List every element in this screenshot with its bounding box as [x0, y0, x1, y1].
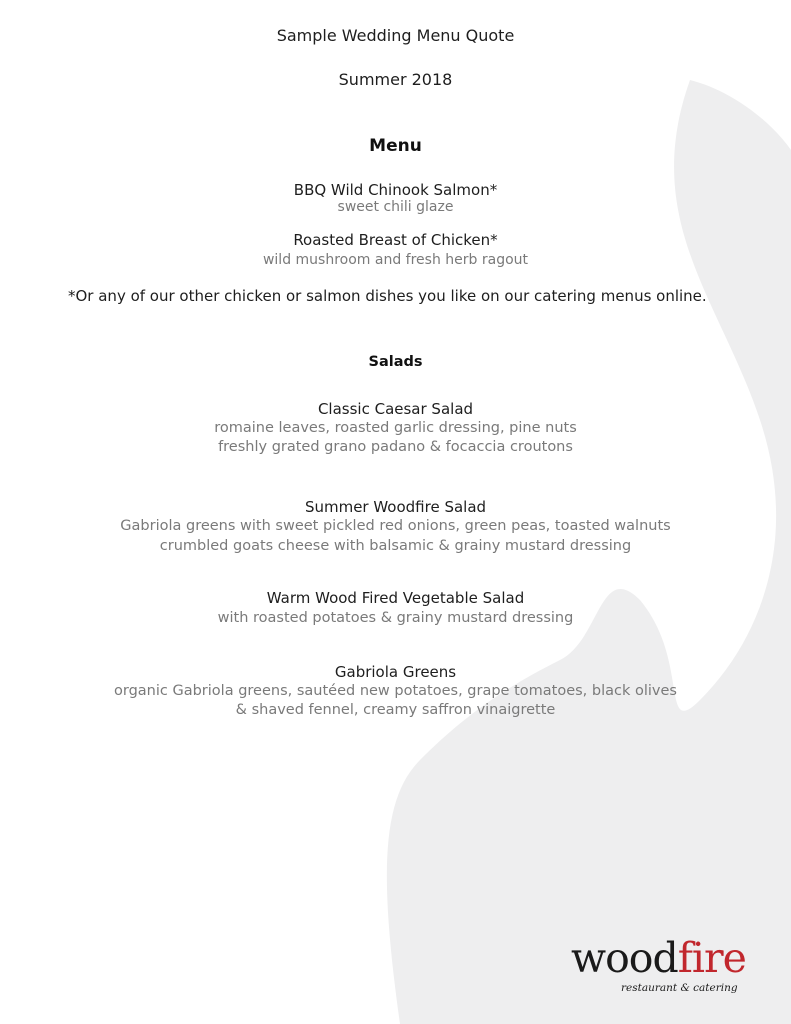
salads-heading: Salads: [368, 354, 423, 370]
salad-name: Classic Caesar Salad: [317, 400, 474, 418]
menu-note: *Or any of our other chicken or salmon dishes you like on our catering menus online.: [68, 287, 707, 305]
woodfire-logo: [571, 934, 761, 998]
salad-description-line: Gabriola greens with sweet pickled red onions, green peas, toasted walnuts: [120, 518, 671, 534]
menu-item-description: sweet chili glaze: [337, 199, 454, 215]
logo-tagline: restaurant & catering: [621, 982, 738, 994]
logo-word-wood: wood: [571, 934, 678, 982]
salad-name: Gabriola Greens: [334, 663, 457, 681]
logo-wordmark: [571, 934, 746, 982]
salad-name: Summer Woodfire Salad: [304, 498, 487, 516]
salad-name: Warm Wood Fired Vegetable Salad: [266, 589, 525, 607]
menu-item-description: wild mushroom and fresh herb ragout: [262, 252, 529, 268]
menu-item-name: Roasted Breast of Chicken*: [293, 231, 498, 249]
menu-heading: Menu: [369, 136, 422, 156]
salad-description-line: organic Gabriola greens, sautéed new potatoes, grape tomatoes, black olives: [114, 683, 677, 699]
salad-description-line: freshly grated grano padano & focaccia croutons: [218, 439, 573, 455]
logo-word-fire: fire: [677, 934, 746, 982]
salad-description-line: with roasted potatoes & grainy mustard dressing: [217, 610, 574, 626]
salad-description-line: romaine leaves, roasted garlic dressing, pine nuts: [214, 420, 577, 436]
page-title: Sample Wedding Menu Quote: [276, 26, 515, 45]
salad-description-line: crumbled goats cheese with balsamic & grainy mustard dressing: [159, 538, 632, 554]
page-subtitle: Summer 2018: [338, 70, 453, 89]
menu-item-name: BBQ Wild Chinook Salmon*: [293, 181, 498, 199]
salad-description-line: & shaved fennel, creamy saffron vinaigrette: [235, 702, 556, 718]
